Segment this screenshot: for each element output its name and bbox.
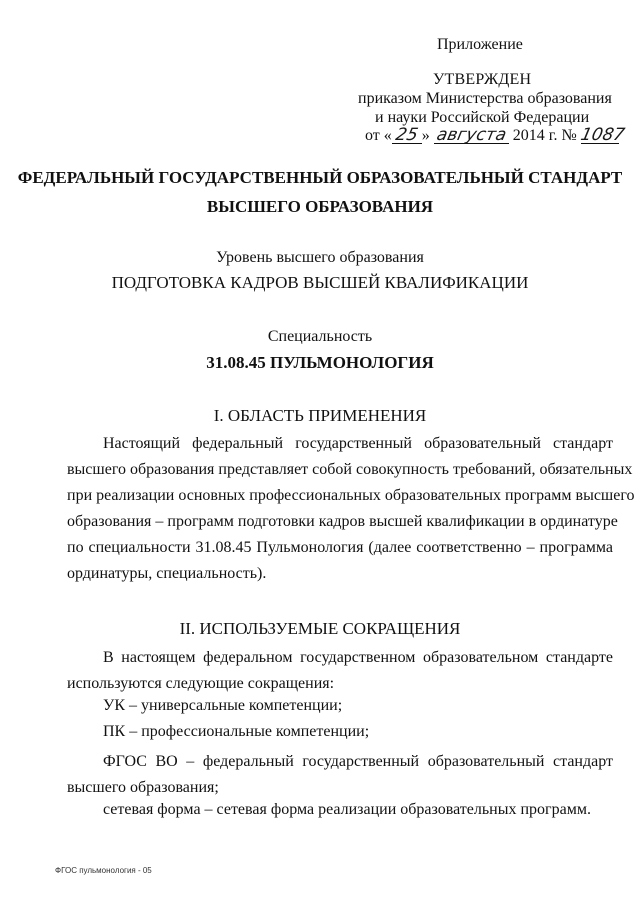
paragraph-line: В настоящем федеральном государственном образовательном стандарте: [103, 649, 613, 666]
page-footer: ФГОС пульмонология - 05: [55, 866, 152, 875]
paragraph-line: Настоящий федеральный государственный образовательный стандарт: [103, 435, 613, 452]
paragraph-line: по специальности 31.08.45 Пульмонология (далее соответственно – программа: [67, 539, 613, 556]
section-1-paragraph: [67, 431, 635, 587]
order-number: 1087: [578, 125, 627, 145]
education-level-value: ПОДГОТОВКА КАДРОВ ВЫСШЕЙ КВАЛИФИКАЦИИ: [111, 273, 529, 292]
paragraph-line: используются следующие сокращения:: [67, 675, 335, 692]
paragraph-line: высшего образования;: [67, 779, 219, 796]
order-month: августа: [434, 125, 508, 145]
paragraph-line: высшего образования представляет собой совокупность требований, обязательных: [67, 461, 633, 478]
order-prefix: от «: [365, 127, 392, 144]
section-1-title: I. ОБЛАСТЬ ПРИМЕНЕНИЯ: [213, 406, 427, 425]
paragraph-line: ФГОС ВО – федеральный государственный образовательный стандарт: [103, 753, 613, 770]
order-line-federation: и науки Российской Федерации: [375, 109, 590, 126]
document-title-line2: ВЫСШЕГО ОБРАЗОВАНИЯ: [206, 197, 434, 216]
abbreviation-uk: УК – универсальные компетенции;: [103, 697, 343, 714]
abbreviation-network: сетевая форма – сетевая форма реализации образовательных программ.: [103, 801, 591, 818]
section-2-intro: [67, 645, 613, 697]
specialty-label: Специальность: [267, 328, 373, 345]
order-number-field: [578, 125, 627, 145]
order-date-line: [365, 125, 627, 145]
document-title-line1: ФЕДЕРАЛЬНЫЙ ГОСУДАРСТВЕННЫЙ ОБРАЗОВАТЕЛЬНЫЙ СТАНДАРТ: [17, 168, 623, 187]
paragraph-line: образования – программ подготовки кадров высшей квалификации в ординатуре: [67, 513, 618, 530]
education-level-label: Уровень высшего образования: [216, 249, 424, 266]
approved-label: УТВЕРЖДЕН: [433, 71, 532, 88]
order-day: 25: [393, 125, 420, 145]
abbreviation-fgos: [67, 749, 613, 801]
specialty-value: 31.08.45 ПУЛЬМОНОЛОГИЯ: [206, 353, 434, 372]
order-year: 2014 г. №: [512, 127, 577, 144]
order-mid: »: [421, 127, 430, 144]
order-line-ministry: приказом Министерства образования: [358, 90, 612, 107]
order-day-field: [392, 125, 422, 145]
appendix-label: Приложение: [437, 36, 523, 53]
paragraph-line: ординатуры, специальность).: [67, 565, 267, 582]
abbreviation-pk: ПК – профессиональные компетенции;: [103, 723, 370, 740]
order-month-field: [434, 125, 509, 145]
section-2-title: II. ИСПОЛЬЗУЕМЫЕ СОКРАЩЕНИЯ: [179, 619, 461, 638]
paragraph-line: при реализации основных профессиональных образовательных программ высшего: [67, 487, 635, 504]
